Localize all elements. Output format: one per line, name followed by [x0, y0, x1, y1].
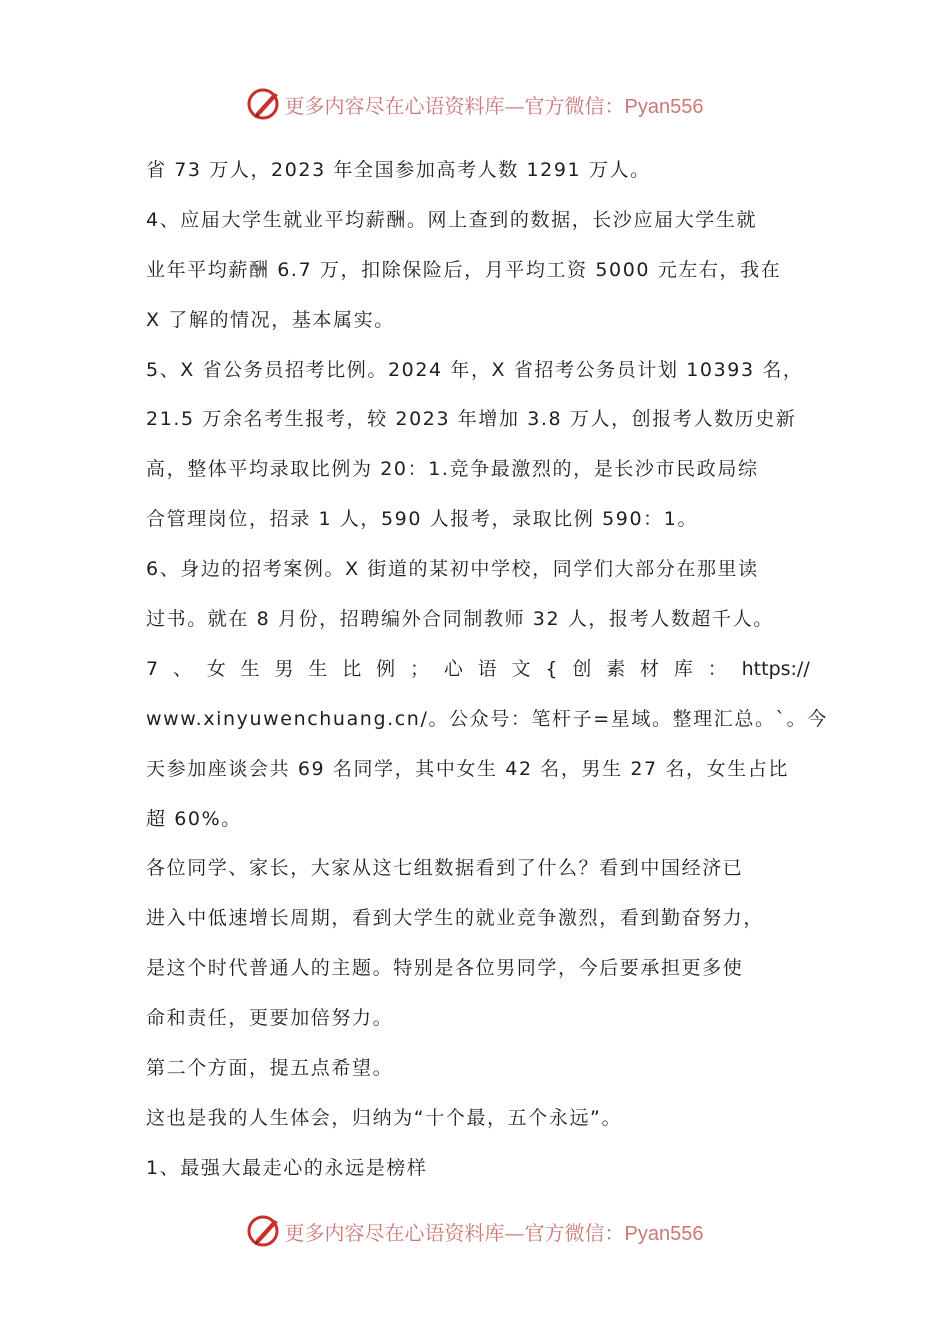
text-line: 21.5 万余名考生报考，较 2023 年增加 3.8 万人，创报考人数历史新: [146, 408, 797, 431]
text-line: 天参加座谈会共 69 名同学，其中女生 42 名，男生 27 名，女生占比: [146, 757, 789, 780]
spread-char: 生: [308, 657, 328, 680]
pen-logo-icon: [247, 86, 283, 122]
spread-char: 材: [640, 657, 660, 680]
spread-char: 、: [172, 657, 192, 680]
footer-watermark: [0, 1211, 950, 1251]
spread-char: https://: [741, 657, 810, 680]
spread-char: 库: [673, 657, 693, 680]
text-line: 省 73 万人，2023 年全国参加高考人数 1291 万人。: [146, 159, 651, 181]
spread-char: 7: [146, 657, 159, 680]
text-line: 命和责任，更要加倍努力。: [146, 1007, 394, 1030]
text-line: 业年平均薪酬 6.7 万，扣除保险后，月平均工资 5000 元左右，我在: [146, 258, 782, 281]
spread-char: 文: [511, 657, 531, 680]
text-line: 4、应届大学生就业平均薪酬。网上查到的数据，长沙应届大学生就: [146, 208, 758, 231]
spread-char: 语: [477, 657, 497, 680]
text-line: www.xinyuwenchuang.cn/。公众号：笔杆子=星域。整理汇总。`。今: [146, 707, 828, 730]
spread-char: {: [545, 657, 558, 680]
watermark-text: 更多内容尽在心语资料库—官方微信：: [284, 93, 625, 118]
pen-logo-icon: [247, 1213, 283, 1249]
document-body: [146, 146, 828, 1194]
text-line: X 了解的情况，基本属实。: [146, 308, 395, 331]
text-line: 进入中低速增长周期，看到大学生的就业竞争激烈，看到勤奋努力，: [146, 907, 765, 930]
header-watermark: [0, 84, 950, 124]
spread-char: 比: [342, 657, 362, 680]
text-line: 是这个时代普通人的主题。特别是各位男同学，今后要承担更多使: [146, 957, 744, 980]
text-line: 5、X 省公务员招考比例。2024 年，X 省招考公务员计划 10393 名，: [146, 358, 804, 381]
spread-char: 心: [443, 657, 463, 680]
spread-char: 例: [376, 657, 396, 680]
watermark-text: 更多内容尽在心语资料库—官方微信：: [284, 1220, 625, 1245]
text-line: 6、身边的招考案例。X 街道的某初中学校，同学们大部分在那里读: [146, 558, 759, 581]
text-line: 各位同学、家长，大家从这七组数据看到了什么？看到中国经济已: [146, 857, 744, 880]
section-heading: 第二个方面，提五点希望。: [146, 1057, 394, 1080]
text-line: 过书。就在 8 月份，招聘编外合同制教师 32 人，报考人数超千人。: [146, 608, 774, 631]
spread-char: ；: [409, 657, 429, 680]
text-line: 高，整体平均录取比例为 20：1.竞争最激烈的，是长沙市民政局综: [146, 458, 759, 481]
spread-char: 生: [240, 657, 260, 680]
watermark-wechat-id: Pyan556: [624, 95, 704, 118]
text-line-justified: [146, 645, 810, 695]
spread-char: ：: [707, 657, 727, 680]
spread-char: 创: [572, 657, 592, 680]
spread-char: 素: [606, 657, 626, 680]
spread-char: 女: [206, 657, 226, 680]
list-item-heading: 1、最强大最走心的永远是榜样: [146, 1156, 428, 1179]
text-line: 合管理岗位，招录 1 人，590 人报考，录取比例 590：1。: [146, 508, 699, 531]
text-line: 这也是我的人生体会，归纳为“十个最，五个永远”。: [146, 1106, 623, 1129]
watermark-wechat-id: Pyan556: [624, 1222, 704, 1245]
text-line: 超 60%。: [146, 807, 242, 830]
spread-char: 男: [274, 657, 294, 680]
